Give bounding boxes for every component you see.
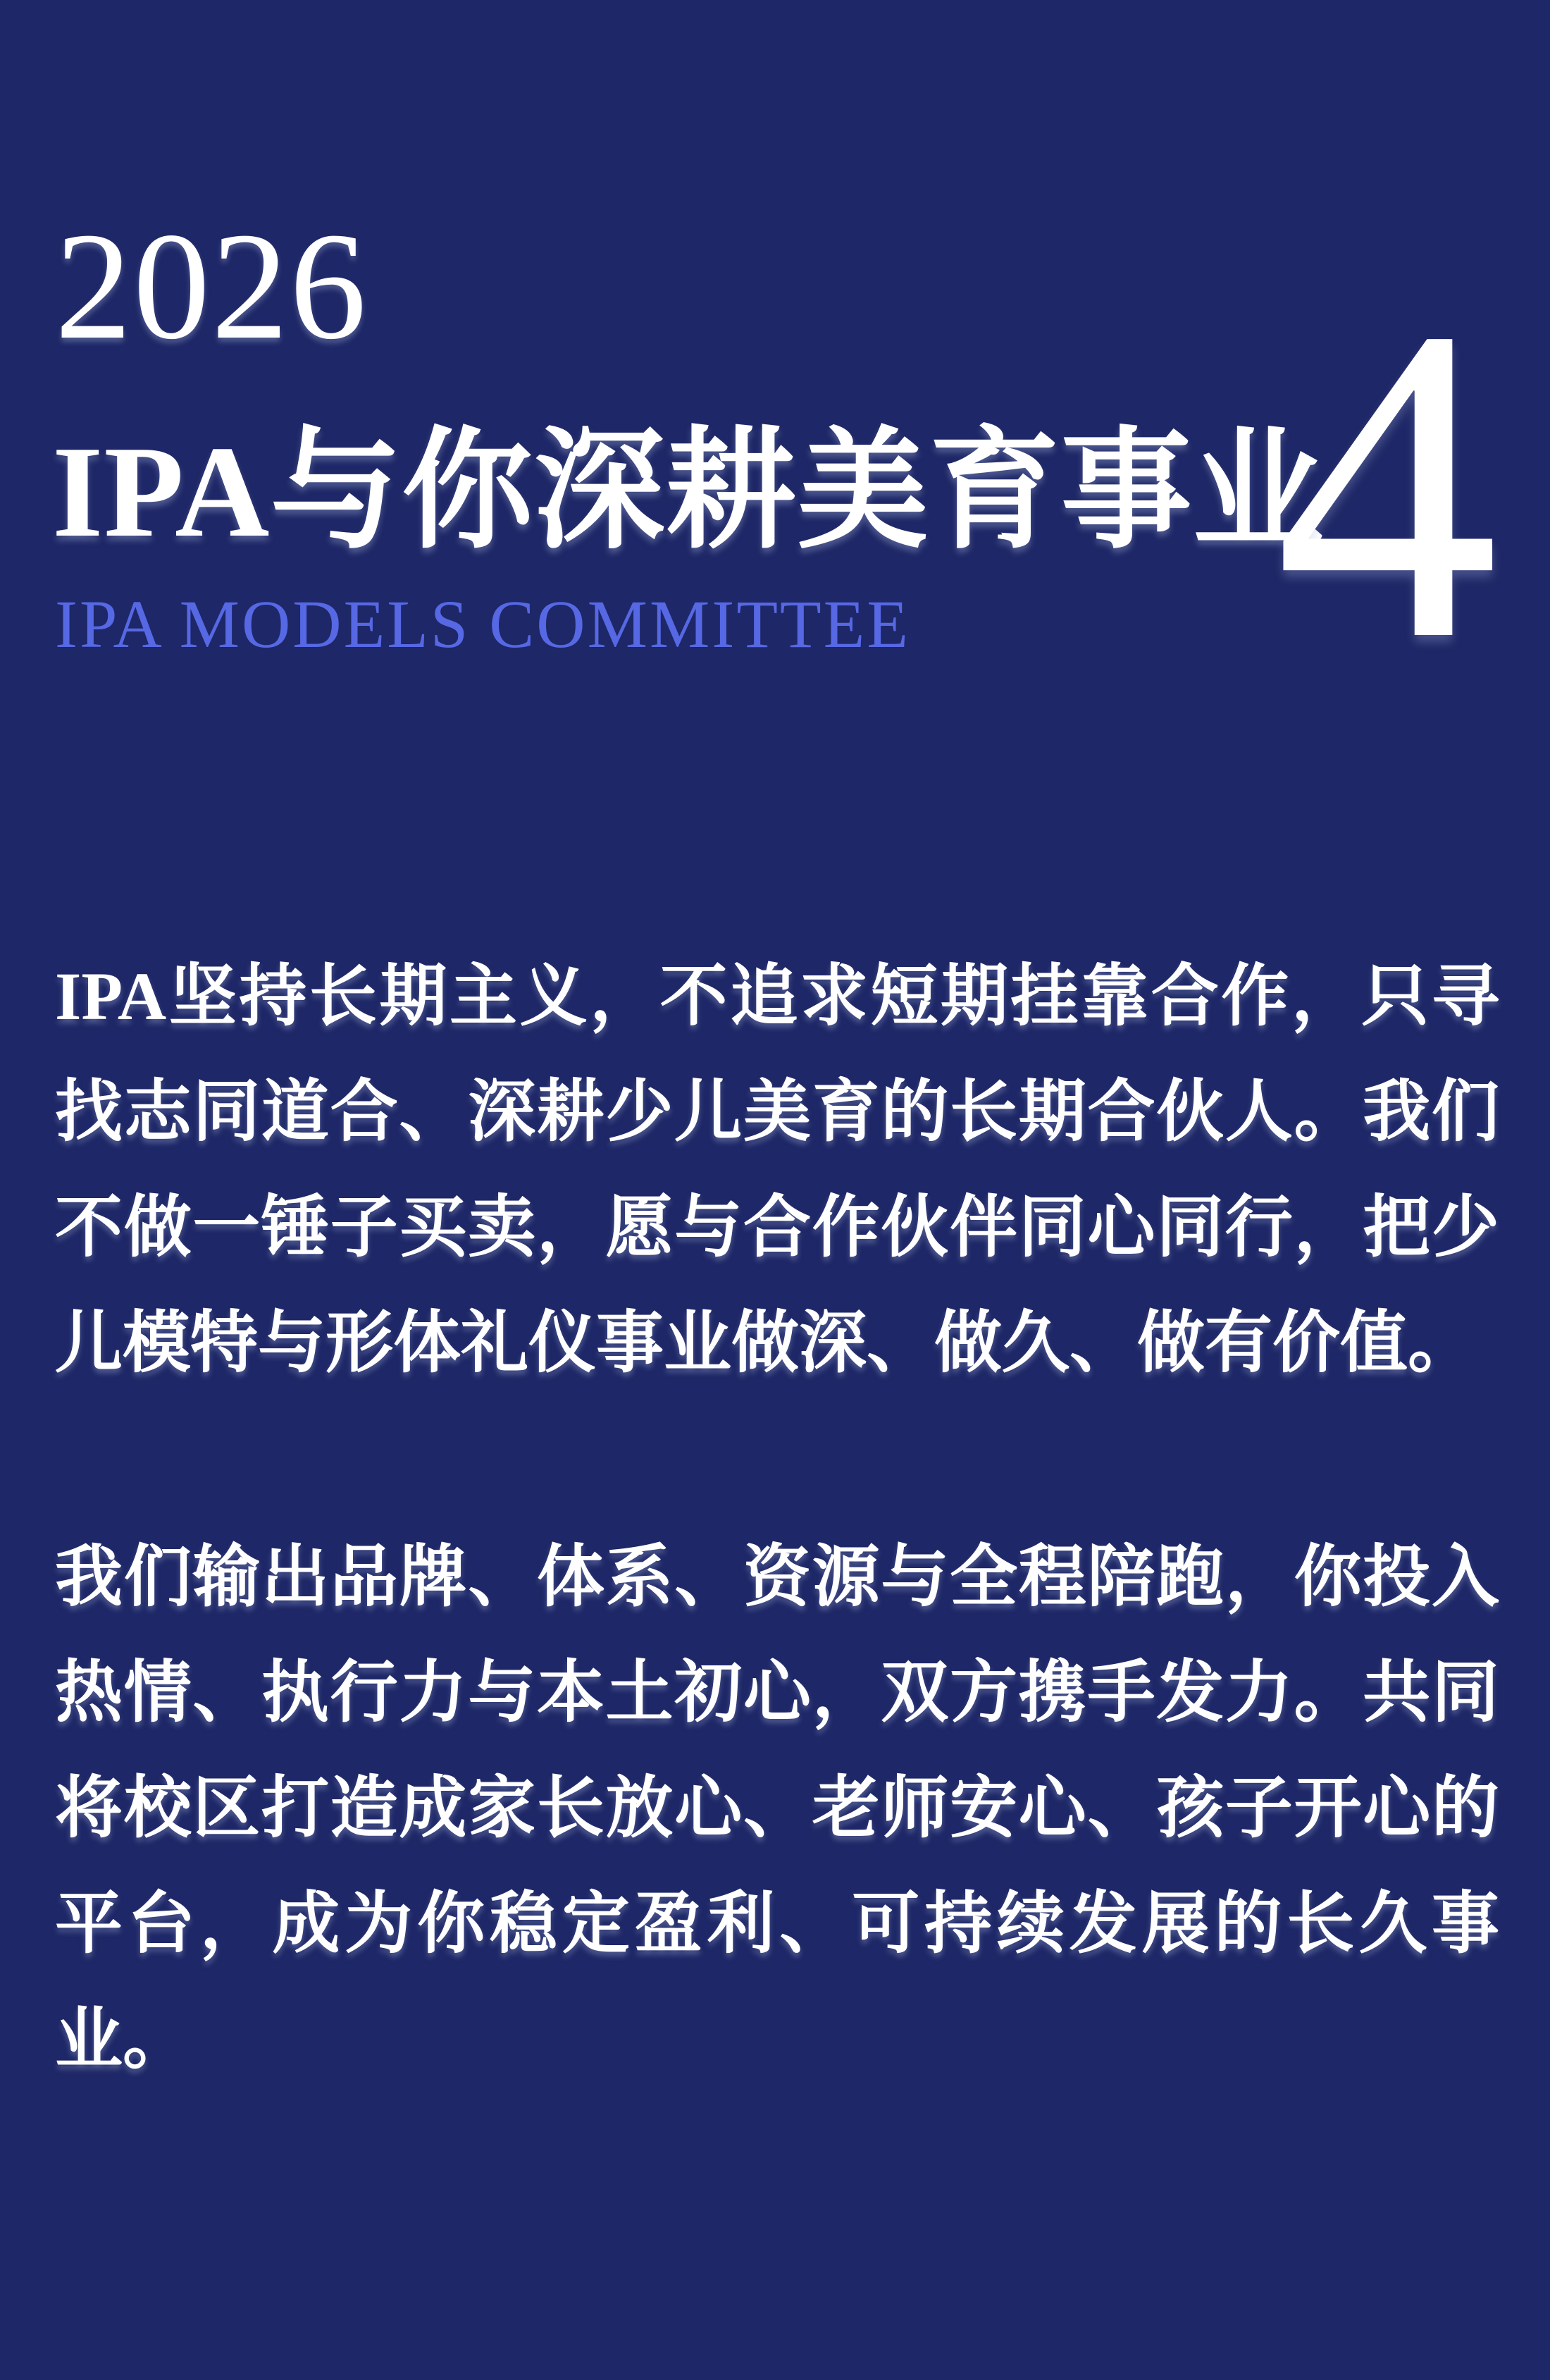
paragraph-partnership	[55, 1519, 1499, 2097]
paragraph-commitment	[55, 939, 1499, 1401]
body-line: 儿模特与形体礼仪事业做深、做久、做有价值。	[55, 1305, 1475, 1381]
body-line: 平台，成为你稳定盈利、可持续发展的长久事	[55, 1886, 1499, 1961]
body-content	[55, 939, 1499, 2097]
page-number: 4	[1275, 235, 1499, 733]
body-line: 热情、执行力与本土初心，双方携手发力。共同	[55, 1655, 1499, 1730]
body-line: 不做一锤子买卖，愿与合作伙伴同心同行，把少	[55, 1190, 1499, 1265]
year-label: 2026	[55, 202, 368, 371]
page-subtitle: IPA MODELS COMMITTEE	[55, 586, 910, 662]
body-line: 找志同道合、深耕少儿美育的长期合伙人。我们	[55, 1074, 1499, 1149]
body-line: 业。	[55, 2002, 190, 2077]
body-line: IPA坚持长期主义，不追求短期挂靠合作，只寻	[55, 958, 1499, 1034]
page-title: IPA与你深耕美育事业	[52, 419, 1325, 565]
body-line: 将校区打造成家长放心、老师安心、孩子开心的	[55, 1770, 1499, 1846]
body-line: 我们输出品牌、体系、资源与全程陪跑，你投入	[55, 1539, 1499, 1615]
